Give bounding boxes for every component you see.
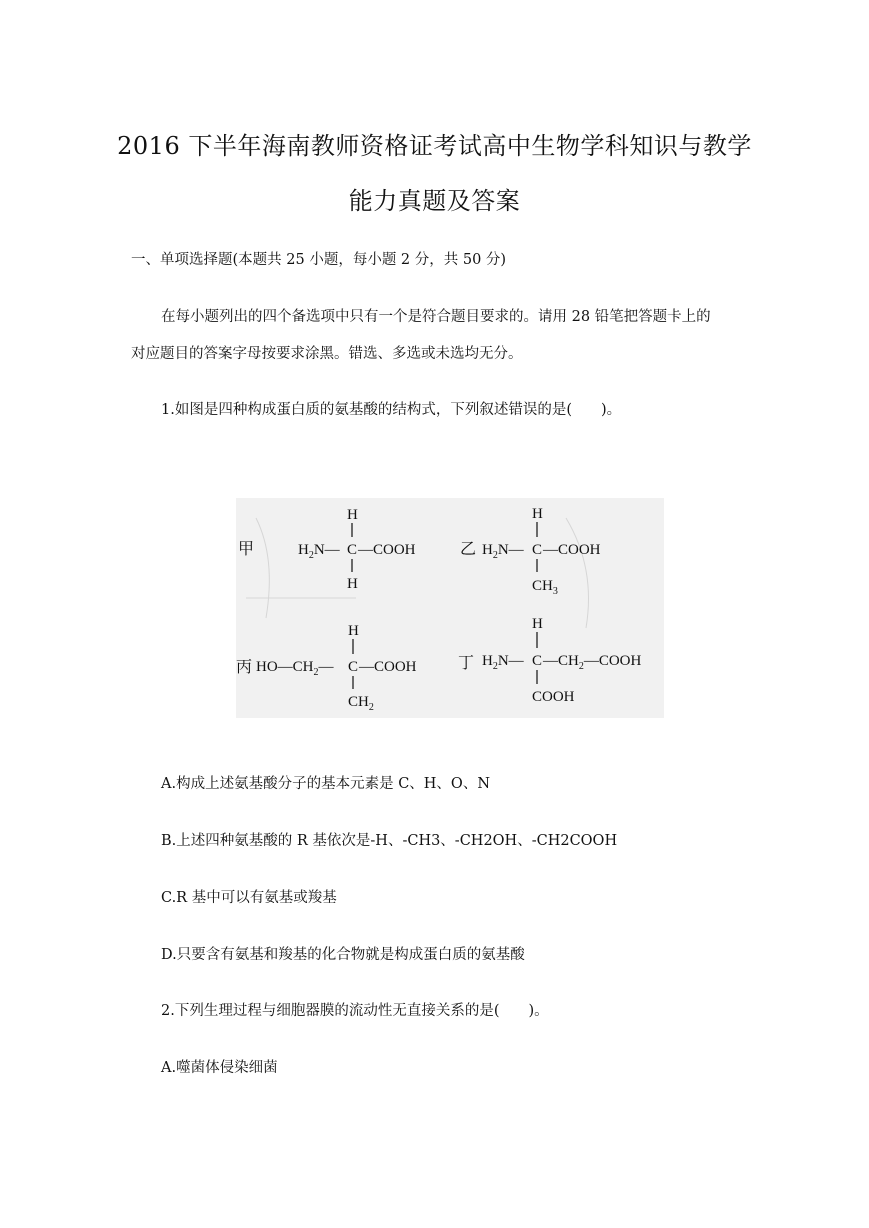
svg-text:CH2 (348, 694, 374, 713)
jia-top-atom: H (347, 507, 358, 523)
ding-left-h: H (482, 653, 493, 669)
svg-text:H2N— (482, 542, 525, 561)
bing-left-tail: — (318, 659, 334, 675)
ding-top-atom: H (532, 616, 543, 632)
instructions-line-2: 对应题目的答案字母按要求涂黑。错选、多选或未选均无分。 (131, 346, 523, 362)
yi-bottom-sub: 3 (552, 586, 558, 597)
yi-left-sub: 2 (492, 550, 498, 561)
question-2-stem: 2.下列生理过程与细胞器膜的流动性无直接关系的是( )。 (161, 1003, 549, 1019)
ding-right-group: —CH (543, 653, 579, 669)
structure-ding (458, 616, 642, 705)
structure-bing (236, 623, 417, 713)
jia-left-h: H (298, 542, 309, 558)
instructions-line-1: 在每小题列出的四个备选项中只有一个是符合题目要求的。请用 28 铅笔把答题卡上的 (161, 309, 711, 325)
svg-text:CH3 (532, 578, 558, 597)
structure-yi (460, 506, 601, 597)
structure-label-ding: 丁 (458, 655, 475, 672)
yi-bottom-group: CH (532, 578, 553, 594)
svg-text:HO—CH2— (256, 659, 335, 678)
jia-left-sub: 2 (308, 550, 314, 561)
ding-left-tail: N— (497, 653, 524, 669)
question-1-option-c: C.R 基中可以有氨基或羧基 (161, 890, 337, 906)
yi-left-tail: N— (497, 542, 524, 558)
structure-label-bing: 丙 (236, 659, 253, 676)
yi-center-atom: C (532, 542, 543, 558)
section-heading: 一、单项选择题(本题共 25 小题，每小题 2 分，共 50 分) (131, 252, 507, 268)
bing-bottom-group: CH (348, 694, 369, 710)
question-2-option-a: A.噬菌体侵染细菌 (161, 1060, 278, 1076)
question-1-option-b: B.上述四种氨基酸的 R 基依次是-H、-CH3、-CH2OH、-CH2COOH (161, 833, 618, 849)
amino-acid-structures-figure (236, 498, 664, 718)
bing-right-group: —COOH (359, 659, 417, 675)
yi-left-h: H (482, 542, 493, 558)
yi-top-atom: H (532, 506, 543, 522)
document-title-line-2: 能力真题及答案 (348, 187, 521, 215)
svg-text:—CH2—COOH (542, 653, 642, 672)
bing-center-atom: C (348, 659, 359, 675)
jia-right-group: —COOH (358, 542, 416, 558)
question-1-option-a: A.构成上述氨基酸分子的基本元素是 C、H、O、N (161, 776, 491, 792)
ding-bottom-group: COOH (532, 689, 575, 705)
jia-bottom-atom: H (347, 576, 358, 592)
bing-left-sub: 2 (313, 667, 319, 678)
ding-right-sub: 2 (578, 661, 584, 672)
question-1-option-d: D.只要含有氨基和羧基的化合物就是构成蛋白质的氨基酸 (161, 947, 525, 963)
bing-top-atom: H (348, 623, 359, 639)
bing-bottom-sub: 2 (368, 702, 374, 713)
ding-right-tail: —COOH (583, 653, 642, 669)
jia-left-tail: N— (313, 542, 340, 558)
ding-center-atom: C (532, 653, 543, 669)
structure-jia (238, 507, 416, 592)
svg-text:H2N— (482, 653, 525, 672)
structure-label-yi: 乙 (460, 541, 477, 558)
ding-left-sub: 2 (492, 661, 498, 672)
jia-center-atom: C (347, 542, 358, 558)
svg-text:H2N— (298, 542, 341, 561)
question-1-stem: 1.如图是四种构成蛋白质的氨基酸的结构式，下列叙述错误的是( )。 (161, 402, 622, 418)
bing-left-group: HO—CH (256, 659, 314, 675)
structure-label-jia: 甲 (238, 541, 255, 558)
document-title-line-1: 2016 下半年海南教师资格证考试高中生物学科知识与教学 (117, 132, 752, 160)
yi-right-group: —COOH (543, 542, 601, 558)
